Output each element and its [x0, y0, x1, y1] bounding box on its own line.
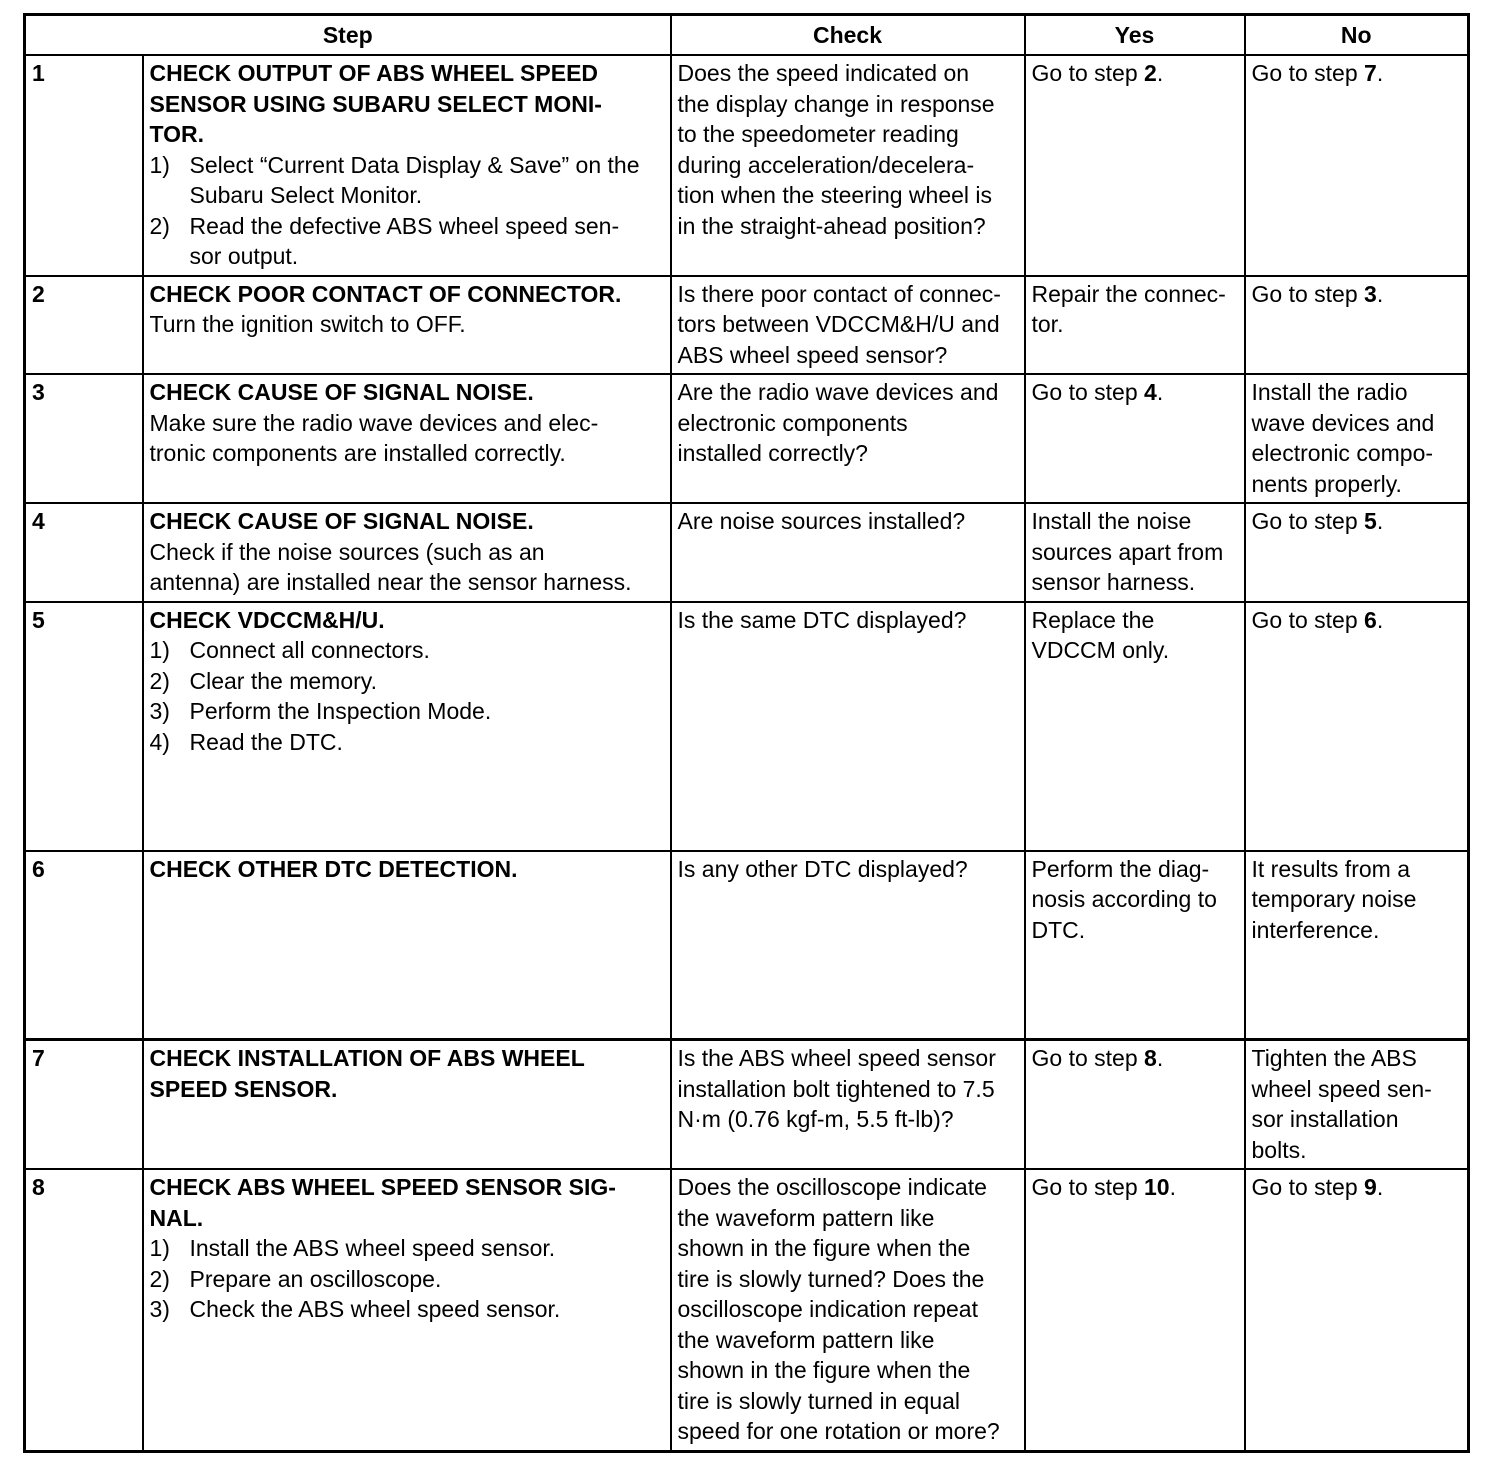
step-number: 3	[25, 374, 143, 503]
no-action-line: sor installation	[1251, 1106, 1399, 1132]
step-number: 8	[25, 1169, 143, 1451]
check-line: the waveform pattern like	[677, 1204, 935, 1231]
yes-action-line: DTC.	[1031, 916, 1086, 943]
check-question	[671, 1040, 1025, 1170]
check-line: Is the ABS wheel speed sensor	[677, 1045, 996, 1071]
goto-step-number: 8	[1144, 1045, 1157, 1071]
no-goto-step	[1252, 508, 1384, 534]
step-substep-line	[150, 1264, 665, 1295]
table-row	[25, 276, 1469, 375]
check-line: Does the speed indicated on	[677, 60, 970, 86]
substep-text: Install the ABS wheel speed sensor.	[189, 1235, 556, 1261]
check-line: N·m (0.76 kgf-m, 5.5 ft-lb)?	[677, 1106, 954, 1132]
goto-suffix: .	[1376, 60, 1384, 86]
check-line: tion when the steering wheel is	[677, 182, 993, 208]
table-row	[25, 374, 1469, 503]
step-body-line: Turn the ignition switch to OFF.	[149, 311, 466, 337]
step-body-line: antenna) are installed near the sensor harness.	[149, 569, 632, 595]
check-question	[671, 602, 1025, 851]
no-action	[1245, 276, 1469, 375]
yes-action	[1025, 503, 1245, 602]
check-line: Are noise sources installed?	[677, 508, 966, 534]
check-line: Are the radio wave devices and	[677, 379, 999, 405]
goto-suffix: .	[1376, 606, 1384, 633]
substep-number: 3)	[149, 698, 170, 724]
check-question	[671, 503, 1025, 602]
check-line: shown in the figure when the	[677, 1357, 971, 1383]
substep-number: 1)	[149, 1235, 170, 1261]
no-goto-step	[1252, 60, 1384, 86]
no-goto-step	[1252, 607, 1384, 633]
table-row	[25, 1169, 1469, 1451]
check-line: Is the same DTC displayed?	[677, 606, 967, 633]
step-substep-line	[150, 150, 665, 181]
goto-suffix: .	[1169, 1174, 1176, 1200]
goto-prefix: Go to step	[1031, 1174, 1145, 1200]
check-line: tors between VDCCM&H/U and	[677, 311, 1000, 337]
substep-number: 2)	[149, 1265, 170, 1292]
check-line: during acceleration/decelera-	[677, 151, 975, 178]
step-title-line: NAL.	[149, 1204, 204, 1231]
step-title-line: CHECK INSTALLATION OF ABS WHEEL	[149, 1045, 585, 1071]
check-line: to the speedometer reading	[677, 121, 959, 147]
step-description	[143, 374, 671, 503]
yes-action	[1025, 602, 1245, 851]
step-description	[143, 602, 671, 851]
substep-text: Read the DTC.	[189, 728, 343, 755]
no-action-line: It results from a	[1251, 855, 1410, 882]
step-body-line: Make sure the radio wave devices and elec-	[149, 409, 599, 436]
goto-step-number: 4	[1144, 379, 1157, 405]
goto-suffix: .	[1156, 60, 1164, 86]
substep-text: sor output.	[189, 243, 299, 269]
goto-prefix: Go to step	[1031, 1045, 1145, 1071]
yes-action-line: sources apart from	[1031, 538, 1224, 565]
step-number: 4	[25, 503, 143, 602]
header-row	[25, 15, 1469, 56]
step-title-line: CHECK CAUSE OF SIGNAL NOISE.	[149, 379, 534, 405]
no-goto-step	[1252, 281, 1384, 307]
diagnostic-table	[23, 13, 1470, 1453]
yes-action-line: nosis according to	[1031, 886, 1217, 912]
step-description	[143, 55, 671, 276]
header-no: No	[1245, 15, 1469, 56]
substep-text: Perform the Inspection Mode.	[189, 698, 492, 724]
yes-goto-step	[1032, 1174, 1177, 1200]
no-action	[1245, 1169, 1469, 1451]
yes-action-line: tor.	[1031, 311, 1064, 337]
header-step: Step	[25, 15, 671, 56]
goto-suffix: .	[1376, 1174, 1384, 1200]
header-yes: Yes	[1025, 15, 1245, 56]
goto-prefix: Go to step	[1251, 1174, 1365, 1200]
substep-number: 1)	[149, 637, 170, 663]
check-question	[671, 55, 1025, 276]
check-line: in the straight-ahead position?	[677, 212, 986, 239]
no-action-line: bolts.	[1251, 1136, 1307, 1163]
yes-goto-step	[1032, 60, 1164, 86]
no-action	[1245, 1040, 1469, 1170]
step-number: 5	[25, 602, 143, 851]
step-title-line: SENSOR USING SUBARU SELECT MONI-	[149, 90, 602, 117]
yes-action-line: sensor harness.	[1031, 569, 1196, 595]
goto-suffix: .	[1376, 280, 1384, 307]
step-number: 1	[25, 55, 143, 276]
no-action-line: temporary noise	[1251, 886, 1417, 912]
no-action-line: Tighten the ABS	[1251, 1045, 1417, 1071]
goto-suffix: .	[1376, 508, 1384, 534]
step-substep-line	[150, 180, 665, 211]
goto-prefix: Go to step	[1251, 508, 1365, 534]
step-number: 2	[25, 276, 143, 375]
step-description	[143, 503, 671, 602]
step-substep-line	[150, 1294, 665, 1325]
substep-number: 2)	[149, 667, 170, 694]
step-title-line: CHECK ABS WHEEL SPEED SENSOR SIG-	[149, 1174, 616, 1200]
check-question	[671, 1169, 1025, 1451]
step-description	[143, 851, 671, 1040]
yes-action	[1025, 1040, 1245, 1170]
goto-suffix: .	[1156, 379, 1164, 405]
check-line: installed correctly?	[677, 440, 868, 466]
goto-step-number: 6	[1364, 606, 1377, 633]
substep-text: Connect all connectors.	[189, 637, 430, 663]
step-title-line: CHECK OUTPUT OF ABS WHEEL SPEED	[149, 60, 599, 86]
check-line: installation bolt tightened to 7.5	[677, 1075, 995, 1102]
no-action	[1245, 851, 1469, 1040]
step-title-line: CHECK VDCCM&H/U.	[149, 606, 385, 633]
check-question	[671, 276, 1025, 375]
substep-number: 2)	[149, 212, 170, 239]
step-substep-line	[150, 635, 665, 666]
check-line: the display change in response	[677, 90, 995, 117]
check-line: oscilloscope indication repeat	[677, 1296, 978, 1322]
goto-step-number: 7	[1364, 60, 1377, 86]
goto-step-number: 5	[1364, 508, 1377, 534]
check-line: Does the oscilloscope indicate	[677, 1174, 987, 1200]
no-action-line: electronic compo-	[1251, 440, 1434, 466]
yes-action-line: Install the noise	[1031, 508, 1192, 534]
goto-suffix: .	[1156, 1045, 1164, 1071]
check-question	[671, 851, 1025, 1040]
step-substep-line	[150, 727, 665, 758]
no-action-line: wave devices and	[1251, 409, 1435, 436]
no-action	[1245, 602, 1469, 851]
yes-action	[1025, 55, 1245, 276]
no-action	[1245, 503, 1469, 602]
step-title-line: CHECK POOR CONTACT OF CONNECTOR.	[149, 280, 622, 307]
goto-prefix: Go to step	[1031, 379, 1145, 405]
step-title-line: CHECK OTHER DTC DETECTION.	[149, 855, 518, 882]
check-line: the waveform pattern like	[677, 1326, 935, 1353]
header-check: Check	[671, 15, 1025, 56]
yes-action-line: Perform the diag-	[1031, 855, 1210, 882]
step-description	[143, 1040, 671, 1170]
step-description	[143, 276, 671, 375]
step-number: 7	[25, 1040, 143, 1170]
table-row	[25, 55, 1469, 276]
check-line: tire is slowly turned in equal	[677, 1387, 961, 1414]
no-action	[1245, 374, 1469, 503]
table-row	[25, 851, 1469, 1040]
substep-text: Subaru Select Monitor.	[189, 182, 423, 208]
step-description	[143, 1169, 671, 1451]
step-substep-line	[150, 241, 665, 272]
step-substep-line	[150, 666, 665, 697]
step-title-line: CHECK CAUSE OF SIGNAL NOISE.	[149, 508, 534, 534]
check-line: shown in the figure when the	[677, 1235, 971, 1261]
substep-number: 4)	[149, 728, 170, 755]
yes-goto-step	[1032, 379, 1164, 405]
goto-prefix: Go to step	[1251, 606, 1365, 633]
yes-action	[1025, 276, 1245, 375]
substep-text: Check the ABS wheel speed sensor.	[189, 1296, 561, 1322]
step-number: 6	[25, 851, 143, 1040]
goto-prefix: Go to step	[1031, 60, 1145, 86]
check-line: electronic components	[677, 409, 908, 436]
substep-text: Clear the memory.	[189, 667, 377, 694]
check-line: Is there poor contact of connec-	[677, 280, 1001, 307]
yes-action-line: Replace the	[1031, 606, 1155, 633]
yes-goto-step	[1032, 1045, 1164, 1071]
goto-step-number: 9	[1364, 1174, 1377, 1200]
step-substep-line	[150, 1233, 665, 1264]
no-action	[1245, 55, 1469, 276]
no-action-line: interference.	[1251, 916, 1380, 943]
table-row	[25, 602, 1469, 851]
check-line: speed for one rotation or more?	[677, 1418, 1000, 1444]
check-line: tire is slowly turned? Does the	[677, 1265, 985, 1292]
substep-text: Select “Current Data Display & Save” on the	[189, 151, 640, 178]
step-title-line: TOR.	[149, 121, 205, 147]
step-body-line: Check if the noise sources (such as an	[149, 538, 545, 565]
table-row	[25, 503, 1469, 602]
substep-number: 1)	[149, 151, 170, 178]
substep-text: Read the defective ABS wheel speed sen-	[189, 212, 620, 239]
yes-action-line: Repair the connec-	[1031, 280, 1226, 307]
goto-step-number: 2	[1144, 60, 1157, 86]
goto-prefix: Go to step	[1251, 280, 1365, 307]
no-action-line: nents properly.	[1251, 470, 1402, 497]
step-body-line: tronic components are installed correctly.	[149, 440, 566, 466]
no-action-line: Install the radio	[1251, 379, 1408, 405]
check-line: ABS wheel speed sensor?	[677, 341, 948, 368]
yes-action	[1025, 851, 1245, 1040]
step-title-line: SPEED SENSOR.	[149, 1075, 338, 1102]
check-line: Is any other DTC displayed?	[677, 855, 968, 882]
substep-text: Prepare an oscilloscope.	[189, 1265, 442, 1292]
no-action-line: wheel speed sen-	[1251, 1075, 1432, 1102]
step-substep-line	[150, 211, 665, 242]
step-substep-line	[150, 696, 665, 727]
substep-number: 3)	[149, 1296, 170, 1322]
check-question	[671, 374, 1025, 503]
goto-step-number: 3	[1364, 280, 1377, 307]
table-row	[25, 1040, 1469, 1170]
goto-prefix: Go to step	[1251, 60, 1365, 86]
yes-action	[1025, 374, 1245, 503]
no-goto-step	[1252, 1174, 1384, 1200]
yes-action-line: VDCCM only.	[1031, 637, 1170, 663]
yes-action	[1025, 1169, 1245, 1451]
goto-step-number: 10	[1144, 1174, 1170, 1200]
